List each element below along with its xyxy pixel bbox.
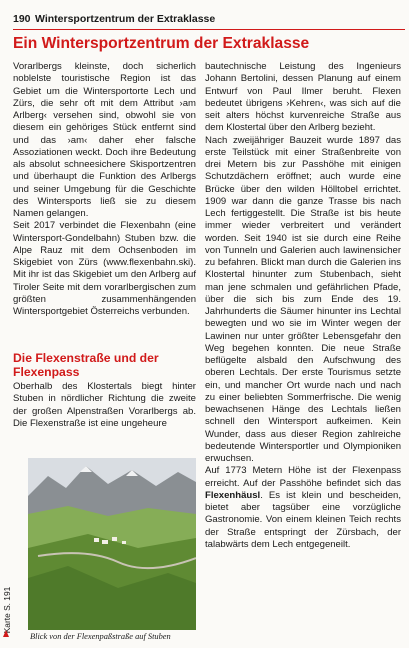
running-title: Wintersportzentrum der Extraklasse [35,13,216,25]
section-paragraph: Oberhalb des Klostertals biegt hinter Stuben in nördlicher Richtung die zweite der großen Alpenstraßen Vorarlbergs ab. Die Flexenstraße ist eine ungeheure [13,381,196,429]
map-reference [0,580,14,640]
paragraph: Seit 2017 verbindet die Flexenbahn (eine Wintersport-Gondelbahn) Stuben bzw. die Alpe Rauz mit dem Ochsenboden im Skigebiet von Zürs (www.flexenbahn.ski). Mit ihr ist das Skigebiet um den Arlberg auf Tiroler Seite mit dem vorarlbergischen zum größten zusammenhängenden Wintersportgebiet Österreichs verbunden. [13,220,196,317]
map-reference-text: Karte S. 191 [2,586,12,634]
paragraph: bautechnische Leistung des Ingenieurs Johann Bertolini, dessen Planung auf einem Entwurf von Paul Ilmer beruht. Flexen bedeutet übrigens ›Kehren‹, was sich auf die seit alters höchst kurvenreiche Straße aus dem Klostertal über den Arlberg bezieht. [205,61,401,134]
photo-illustration [28,458,196,630]
paragraph: Auf 1773 Metern Höhe ist der Flexenpass erreicht. Auf der Passhöhe befindet sich das Flexenhäusl. Es ist klein und bescheiden, bietet aber tagsüber eine vorzügliche Gastronomie. Von einem kleinen Teich rechts der Straße entspringt der Zürsbach, der talabwärts dem Lech entgegeneilt. [205,465,401,550]
triangle-marker-icon [3,630,9,637]
highlight-term: Flexenhäusl [205,489,261,501]
paragraph: Nach zweijähriger Bauzeit wurde 1897 das erste Teilstück mit einer Straßenbreite von drei Metern bis zur Passhöhe mit einigen Schutzdächern eröffnet; auch wurde eine Brücke über den wilden Hölltobel errichtet. 1909 war dann die ganze Trasse bis nach Lech fertiggestellt. Die Straße ist bis heute immer wieder verbreitert und verändert worden. Seit 1940 ist sie durch eine Reihe von Tunneln und Galerien auch lawinensicher zu befahren. Blickt man durch die Galerien ins Klostertal hinunter zum Stubenbach, sieht man jene schmalen und gefährlichen Pfade, über die sich bis zum Ende des 19. Jahrhunderts die Säumer hinunter ins Lechtal bewegten und wo sie im Winter wegen der Lawinen nur unter größter Lebensgefahr den Weg begehen konnten. Die neue Straße beflügelte alsbald den Aufschwung des oberen Lechtals. Der erste Tourismus setzte ein, und mancher Ort wurde nach und nach zu einer beliebten Sommerfrische. Die wenig bewachsenen Hänge des Lechtals ließen schnell den Wintersport aufkeimen. Kein Wunder, dass aus dieser Region zahlreiche bedeutende Wintersportler und Olympioniken erwuchsen. [205,134,401,464]
paragraph: Vorarlbergs kleinste, doch sicherlich noblelste touristische Region ist das Gebiet um die Wintersportorte Lech und Zürs, die sehr oft mit dem Attribut ›am Arlberg‹ versehen sind, obwohl sie von diesem ein gehöriges Stück entfernt sind und das ›am‹ daher eher falsche Assoziationen weckt. Doch ihre Bedeutung als absolut schneesichere Skisportzentren und überhaupt die Funktion des Arlbergs und seiner Umgebung für die Geschichte des Wintersports ließ sie zu diesem Namen gelangen. [13,61,196,219]
left-column [13,61,196,318]
section-heading: Die Flexenstraße und der Flexenpass [13,351,159,379]
landscape-photo [28,458,196,630]
chapter-title: Ein Wintersportzentrum der Extraklasse [13,35,310,52]
header-rule [13,29,405,30]
photo-caption: Blick von der Flexenpaßstraße auf Stuben [30,632,171,641]
running-header [13,13,401,29]
right-column [205,61,401,551]
page-number: 190 [13,13,31,25]
